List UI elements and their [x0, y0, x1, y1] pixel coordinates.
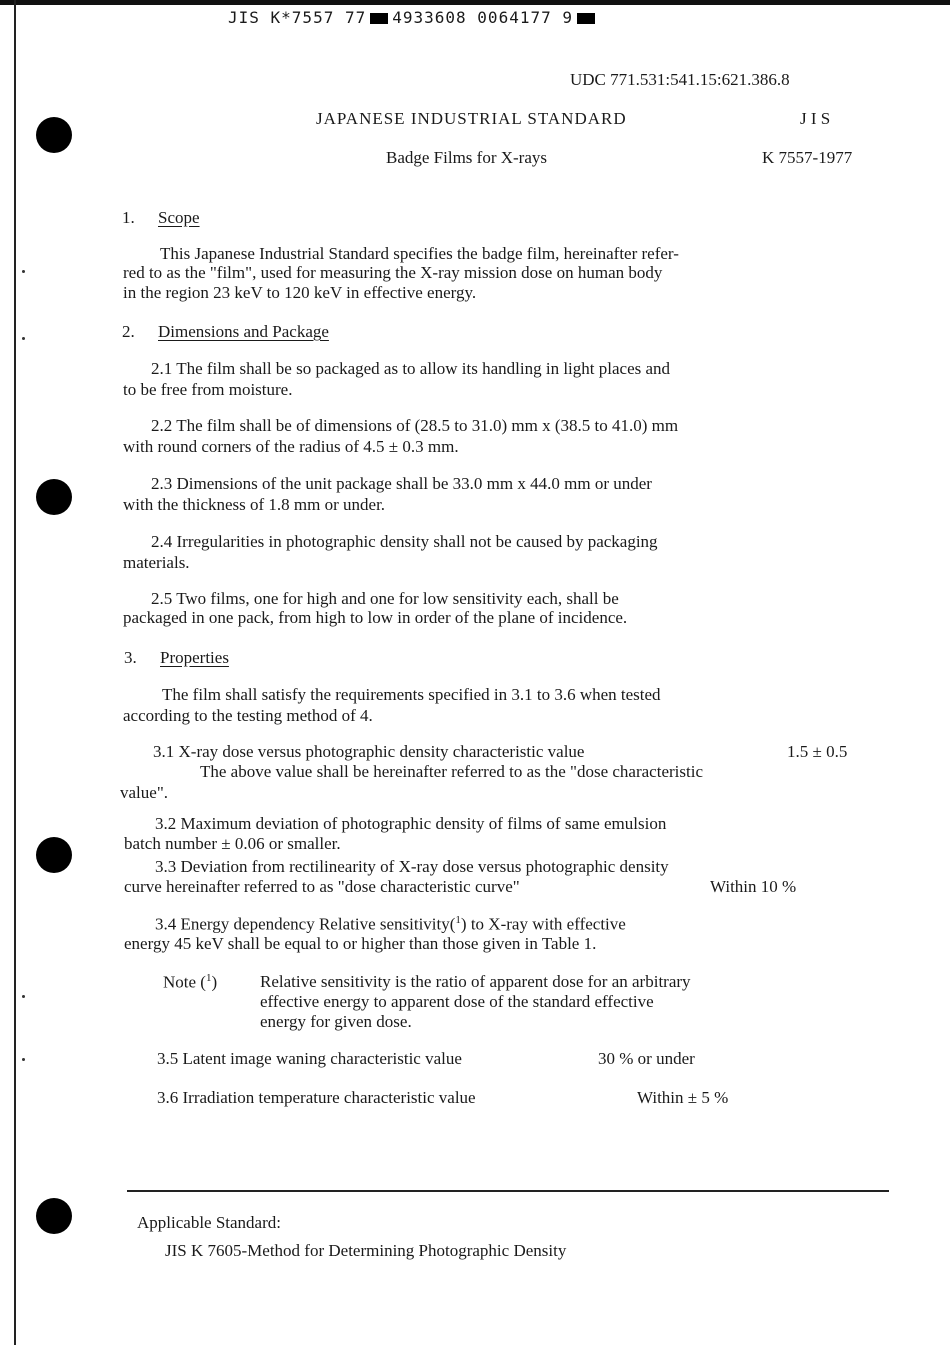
scan-speck — [22, 270, 25, 273]
clause-2-5-line-1: 2.5 Two films, one for high and one for low sensitivity each, shall be — [151, 589, 619, 608]
section-3-number: 3. — [124, 648, 137, 667]
standard-number: K 7557-1977 — [762, 148, 853, 167]
clause-2-2-line-2: with round corners of the radius of 4.5 ± 0.3 mm. — [123, 437, 459, 456]
note-label-close: ) — [211, 972, 218, 992]
clause-2-2-line-1: 2.2 The film shall be of dimensions of (28.5 to 31.0) mm x (38.5 to 41.0) mm — [151, 416, 679, 435]
clause-2-1-line-1: 2.1 The film shall be so packaged as to allow its handling in light places and — [151, 359, 671, 378]
section-1-number: 1. — [122, 208, 135, 227]
clause-3-6: 3.6 Irradiation temperature characteristic value — [157, 1088, 476, 1107]
footnote-ref: 1 — [455, 914, 461, 926]
clause-3-1-line-3: value". — [120, 783, 169, 802]
properties-intro-line-1: The film shall satisfy the requirements specified in 3.1 to 3.6 when tested — [162, 685, 661, 704]
document-code — [228, 8, 599, 27]
section-2-number: 2. — [122, 322, 135, 341]
footer-divider — [127, 1190, 889, 1192]
scope-line-2: red to as the "film", used for measuring the X-ray mission dose on human body — [123, 263, 663, 282]
section-3-title: Properties — [160, 648, 229, 667]
punch-hole — [36, 479, 72, 515]
clause-3-1-line-2: The above value shall be hereinafter referred to as the "dose characteristic — [200, 762, 703, 781]
top-border — [0, 0, 950, 5]
document-code-left: JIS K*7557 77 — [228, 8, 367, 27]
clause-3-3-line-1: 3.3 Deviation from rectilinearity of X-ray dose versus photographic density — [155, 857, 669, 876]
clause-3-1-line-1: 3.1 X-ray dose versus photographic density characteristic value — [153, 742, 585, 761]
barcode-block — [577, 13, 595, 24]
scope-line-3: in the region 23 keV to 120 keV in effective energy. — [123, 283, 477, 302]
clause-2-4-line-1: 2.4 Irregularities in photographic density shall not be caused by packaging — [151, 532, 658, 551]
punch-hole — [36, 117, 72, 153]
clause-3-4-text-b: ) to X-ray with effective — [460, 914, 626, 934]
note-line-2: effective energy to apparent dose of the standard effective — [260, 992, 654, 1011]
scan-speck — [22, 1058, 25, 1061]
note-label-text: Note ( — [163, 972, 206, 992]
section-1-title: Scope — [158, 208, 200, 227]
clause-3-6-value: Within ± 5 % — [637, 1088, 729, 1107]
udc-number: UDC 771.531:541.15:621.386.8 — [570, 70, 790, 89]
note-number: 1 — [205, 972, 212, 984]
punch-hole — [36, 837, 72, 873]
clause-2-1-line-2: to be free from moisture. — [123, 380, 293, 399]
scan-speck — [22, 995, 25, 998]
section-2-title: Dimensions and Package — [158, 322, 329, 341]
left-border — [14, 0, 16, 1345]
clause-3-3-line-2: curve hereinafter referred to as "dose characteristic curve" — [124, 877, 520, 896]
clause-3-5: 3.5 Latent image waning characteristic value — [157, 1049, 462, 1068]
jis-label: J I S — [800, 109, 831, 128]
clause-2-3-line-1: 2.3 Dimensions of the unit package shall be 33.0 mm x 44.0 mm or under — [151, 474, 652, 493]
clause-3-4-line-1 — [155, 914, 626, 935]
standard-name: JAPANESE INDUSTRIAL STANDARD — [316, 109, 627, 128]
applicable-standard-ref: JIS K 7605-Method for Determining Photographic Density — [165, 1241, 567, 1260]
clause-2-5-line-2: packaged in one pack, from high to low in order of the plane of incidence. — [123, 608, 628, 627]
scan-speck — [22, 337, 25, 340]
document-title: Badge Films for X-rays — [386, 148, 548, 167]
clause-3-4-line-2: energy 45 keV shall be equal to or higher than those given in Table 1. — [124, 934, 597, 953]
clause-3-4-text-a: 3.4 Energy dependency Relative sensitivity( — [155, 914, 456, 934]
clause-3-2-line-2: batch number ± 0.06 or smaller. — [124, 834, 341, 853]
clause-2-4-line-2: materials. — [123, 553, 190, 572]
barcode-block — [370, 13, 388, 24]
note-line-3: energy for given dose. — [260, 1012, 412, 1031]
clause-3-2-line-1: 3.2 Maximum deviation of photographic density of films of same emulsion — [155, 814, 667, 833]
clause-3-3-value: Within 10 % — [710, 877, 797, 896]
clause-3-1-value: 1.5 ± 0.5 — [787, 742, 848, 761]
note-label — [163, 972, 217, 993]
punch-hole — [36, 1198, 72, 1234]
scope-line-1: This Japanese Industrial Standard specifies the badge film, hereinafter refer- — [160, 244, 679, 263]
properties-intro-line-2: according to the testing method of 4. — [123, 706, 373, 725]
clause-2-3-line-2: with the thickness of 1.8 mm or under. — [123, 495, 386, 514]
note-line-1: Relative sensitivity is the ratio of apparent dose for an arbitrary — [260, 972, 691, 991]
clause-3-5-value: 30 % or under — [598, 1049, 695, 1068]
applicable-standard-label: Applicable Standard: — [137, 1213, 281, 1232]
document-code-mid: 4933608 0064177 9 — [392, 8, 573, 27]
